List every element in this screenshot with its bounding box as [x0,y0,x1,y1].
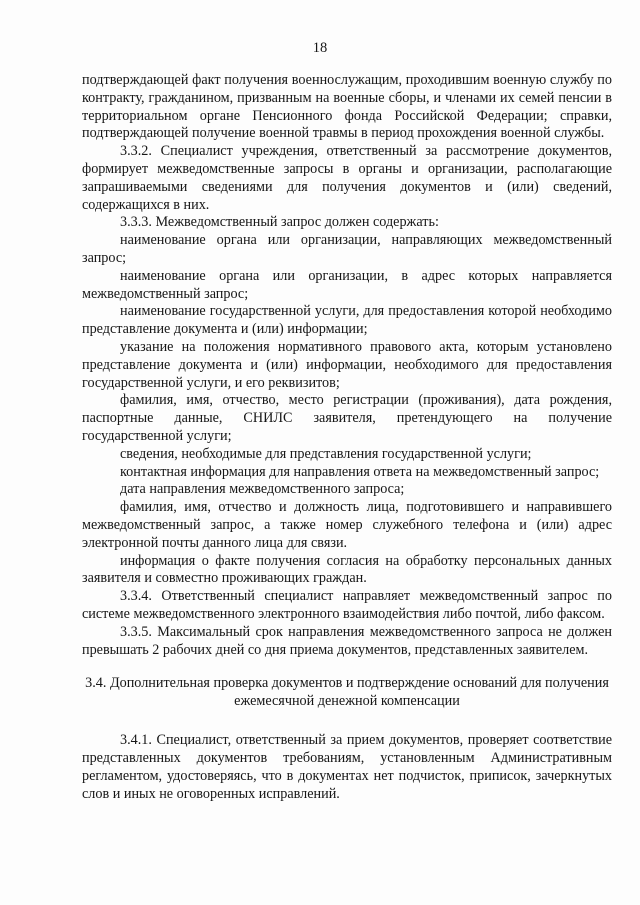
list-item-request-date: дата направления межведомственного запроса; [120,481,405,498]
list-item-service-name: наименование государственной услуги, для предоставления которой необходимо представление документа и (или) информации; [82,303,612,338]
list-item-contact-info: контактная информация для направления ответа на межведомственный запрос; [120,463,600,480]
paragraph-continuation: подтверждающей факт получения военнослужащим, проходившим военную службу по контракту, гражданином, призванным на военные сборы, и членами их семей пенсии в территориальном органе Пенсионного фонда Российской Федерации; справки, подтверждающей получение военной травмы в период прохождения военной службы. [82,72,612,142]
list-item-preparer-info: фамилия, имя, отчество и должность лица, подготовившего и направившего межведомственный запрос, а также номер служебного телефона и (или) адрес электронной почты данного лица для связи. [82,499,612,551]
paragraph-3-3-5: 3.3.5. Максимальный срок направления межведомственного запроса не должен превышать 2 рабочих дней со дня приема документов, представленных заявителем. [82,623,612,658]
list-item-requester-name: наименование органа или организации, направляющих межведомственный запрос; [82,232,612,266]
page-number: 18 [312,40,328,56]
paragraph-3-3-4: 3.3.4. Ответственный специалист направляет межведомственный запрос по системе межведомственного электронного взаимодействия либо почтой, либо факсом. [82,588,612,622]
list-item-legal-act: указание на положения нормативного правового акта, которым установлено представление документа и (или) информации, необходимого для предоставления государственной услуги, и его реквизитов; [82,338,612,391]
list-item-consent-info: информация о факте получения согласия на обработку персональных данных заявителя и совместно проживающих граждан. [82,552,612,587]
section-heading-3-4: 3.4. Дополнительная проверка документов и подтверждение оснований для получения ежемесячной денежной компенсации [85,675,609,710]
list-item-recipient-name: наименование органа или организации, в адрес которых направляется межведомственный запрос; [82,267,612,302]
paragraph-3-3-3: 3.3.3. Межведомственный запрос должен содержать: [120,214,439,231]
list-item-applicant-data: фамилия, имя, отчество, место регистрации (проживания), дата рождения, паспортные данные, СНИЛС заявителя, претендующего на получение государственной услуги; [82,392,612,444]
list-item-required-info: сведения, необходимые для представления государственной услуги; [120,445,532,462]
paragraph-3-3-2: 3.3.2. Специалист учреждения, ответственный за рассмотрение документов, формирует межведомственные запросы в органы и организации, располагающие запрашиваемыми сведениями для получения документов и (или) сведений, содержащихся в них. [82,143,612,213]
document-body [82,72,612,803]
paragraph-3-4-1: 3.4.1. Специалист, ответственный за прием документов, проверяет соответствие представленных документов требованиям, установленным Административным регламентом, удостоверяясь, что в документах нет подчисток, приписок, зачеркнутых слов и иных не оговоренных исправлений. [82,732,612,802]
